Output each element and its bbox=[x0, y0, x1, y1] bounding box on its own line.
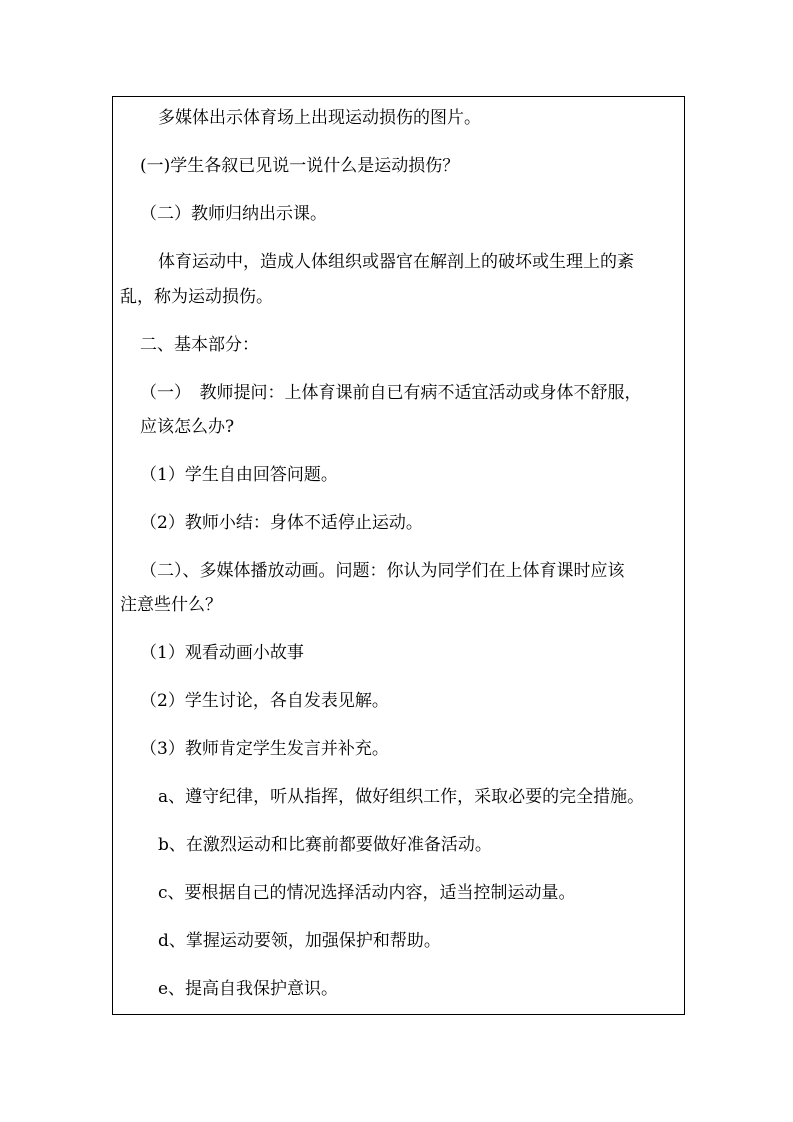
table-cell-border bbox=[112, 96, 685, 1015]
text-line-5: 乱，称为运动损伤。 bbox=[120, 287, 273, 307]
text-line-8: 应该怎么办? bbox=[140, 417, 235, 437]
list-item-e: e、提高自我保护意识。 bbox=[158, 979, 339, 999]
text-line-3: （二）教师归纳出示课。 bbox=[140, 204, 327, 224]
list-item-d: d、掌握运动要领，加强保护和帮助。 bbox=[158, 931, 441, 951]
text-line-4: 体育运动中，造成人体组织或器官在解剖上的破坏或生理上的紊 bbox=[158, 252, 634, 272]
section-heading-basic: 二、基本部分： bbox=[140, 335, 259, 355]
text-line-12: 注意些什么？ bbox=[120, 595, 222, 615]
text-line-10: （2）教师小结：身体不适停止运动。 bbox=[140, 513, 423, 533]
list-item-a: a、遵守纪律，听从指挥，做好组织工作，采取必要的完全措施。 bbox=[158, 787, 645, 807]
text-line-15: （3）教师肯定学生发言并补充。 bbox=[140, 739, 389, 759]
text-line-11: （二）、多媒体播放动画。问题：你认为同学们在上体育课时应该 bbox=[140, 561, 625, 581]
text-line-13: （1）观看动画小故事 bbox=[140, 643, 304, 663]
list-item-b: b、在激烈运动和比赛前都要做好准备活动。 bbox=[158, 835, 492, 855]
list-item-c: c、要根据自己的情况选择活动内容，适当控制运动量。 bbox=[158, 883, 576, 903]
text-line-9: （1）学生自由回答问题。 bbox=[140, 465, 338, 485]
text-line-14: （2）学生讨论，各自发表见解。 bbox=[140, 691, 389, 711]
text-line-7: （一） 教师提问：上体育课前自已有病不适宜活动或身体不舒服， bbox=[140, 383, 642, 403]
text-line-2: (一)学生各叙已见说一说什么是运动损伤？ bbox=[140, 156, 460, 176]
text-line-1: 多媒体出示体育场上出现运动损伤的图片。 bbox=[158, 108, 481, 128]
